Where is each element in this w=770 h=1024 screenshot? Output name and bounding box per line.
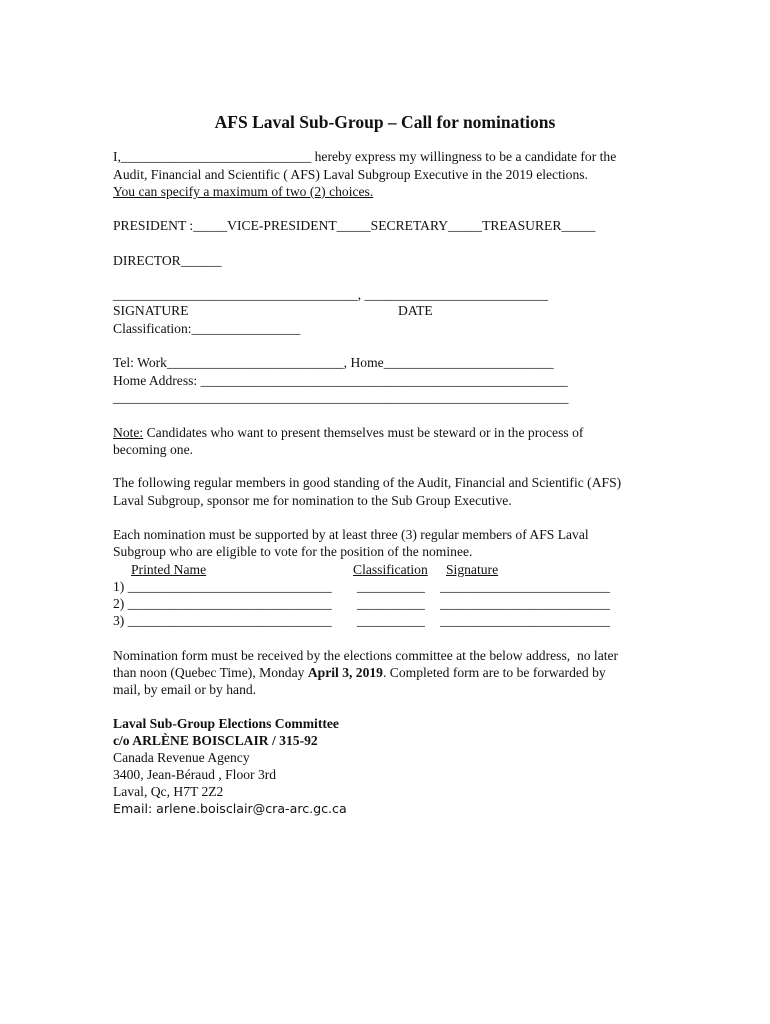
table-row-3-name: 3) ______________________________ xyxy=(113,613,332,628)
care-of-line: c/o ARLÈNE BOISCLAIR / 315-92 xyxy=(113,733,318,748)
tel-line: Tel: Work__________________________, Home_________________________ xyxy=(113,355,554,370)
deadline-line-2 xyxy=(113,664,606,681)
agency-line: Canada Revenue Agency xyxy=(113,750,250,765)
committee-name: Laval Sub-Group Elections Committee xyxy=(113,716,339,731)
table-row-3-signature: _________________________ xyxy=(440,613,610,628)
signature-label: SIGNATURE xyxy=(113,303,189,318)
note-line-2: becoming one. xyxy=(113,442,194,457)
table-row-2-signature: _________________________ xyxy=(440,596,610,611)
home-address-line: Home Address: ______________________________________________________ xyxy=(113,373,568,388)
director-line: DIRECTOR______ xyxy=(113,253,222,268)
deadline-text-post: . Completed form are to be forwarded by xyxy=(382,665,606,680)
page-title: AFS Laval Sub-Group – Call for nominations xyxy=(214,112,556,132)
date-label: DATE xyxy=(398,303,433,318)
city-line: Laval, Qc, H7T 2Z2 xyxy=(113,784,224,799)
classification-field: Classification:________________ xyxy=(113,321,301,336)
table-row-3-classification: __________ xyxy=(357,613,425,628)
deadline-date: April 3, 2019 xyxy=(307,665,383,680)
table-row-2-classification: __________ xyxy=(357,596,425,611)
street-line: 3400, Jean-Béraud , Floor 3rd xyxy=(113,767,277,782)
header-printed-name: Printed Name xyxy=(131,562,207,577)
sponsor-line-2: Laval Subgroup, sponsor me for nomination to the Sub Group Executive. xyxy=(113,493,512,508)
header-classification: Classification xyxy=(353,562,428,577)
deadline-line-3: mail, by email or by hand. xyxy=(113,682,257,697)
email-line: Email: arlene.boisclair@cra-arc.gc.ca xyxy=(113,801,347,816)
note-line-1 xyxy=(113,424,583,441)
note-label: Note: xyxy=(113,425,144,440)
signature-blank-line: ____________________________________, ___________________________ xyxy=(113,287,548,302)
intro-line-3: You can specify a maximum of two (2) choices. xyxy=(113,184,374,199)
intro-line-1: I,____________________________ hereby express my willingness to be a candidate for the xyxy=(113,149,617,164)
deadline-line-1: Nomination form must be received by the elections committee at the below address, no later xyxy=(113,648,619,663)
header-signature: Signature xyxy=(446,562,499,577)
note-text: Candidates who want to present themselves must be steward or in the process of xyxy=(143,425,584,440)
positions-line: PRESIDENT :_____VICE-PRESIDENT_____SECRETARY_____TREASURER_____ xyxy=(113,218,596,233)
deadline-text-pre: than noon (Quebec Time), Monday xyxy=(113,665,308,680)
table-row-1-classification: __________ xyxy=(357,579,425,594)
support-line-1: Each nomination must be supported by at least three (3) regular members of AFS Laval xyxy=(113,527,589,542)
intro-line-2: Audit, Financial and Scientific ( AFS) Laval Subgroup Executive in the 2019 elections. xyxy=(113,167,588,182)
table-row-1-signature: _________________________ xyxy=(440,579,610,594)
table-row-2-name: 2) ______________________________ xyxy=(113,596,332,611)
support-line-2: Subgroup who are eligible to vote for the position of the nominee. xyxy=(113,544,473,559)
table-row-1-name: 1) ______________________________ xyxy=(113,579,332,594)
address-blank-line: ___________________________________________________________________ xyxy=(113,390,569,405)
sponsor-line-1: The following regular members in good standing of the Audit, Financial and Scientific (AFS) xyxy=(113,475,622,490)
